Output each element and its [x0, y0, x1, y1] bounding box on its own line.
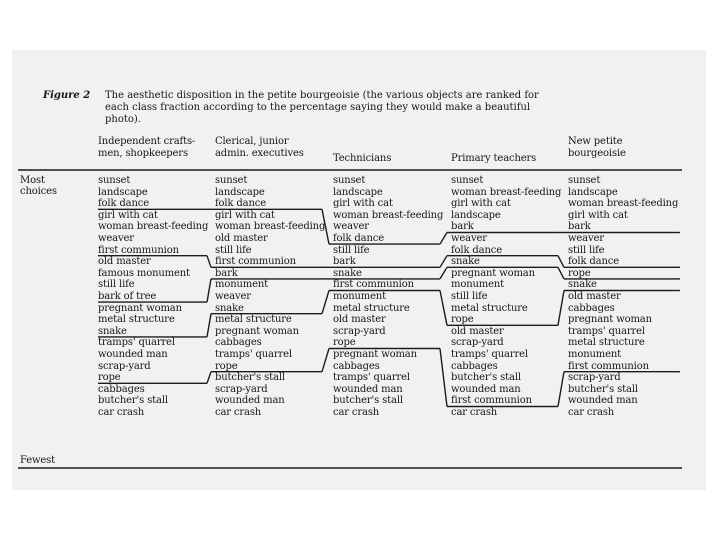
ranked-item: woman breast-feeding — [568, 198, 679, 210]
ranked-item: tramps' quarrel — [451, 349, 528, 360]
ranked-item: monument — [333, 291, 387, 302]
ranked-item: still life — [568, 244, 605, 256]
boundary-connector — [207, 372, 211, 384]
column-header: Technicians — [333, 153, 392, 164]
ranked-item: cabbages — [98, 383, 145, 395]
ranked-item: rope — [568, 267, 591, 279]
boundary-connector — [207, 314, 211, 337]
ranked-item: car crash — [451, 407, 498, 418]
ranked-item: old master — [568, 291, 621, 302]
ranked-item: girl with cat — [215, 209, 275, 221]
ranked-item: folk dance — [568, 256, 619, 268]
ranked-item: landscape — [98, 186, 148, 198]
ranked-item: girl with cat — [451, 198, 511, 210]
ranked-item: butcher's stall — [215, 372, 285, 384]
row-label-most: Most — [20, 175, 45, 186]
ranked-item: first communion — [98, 244, 179, 256]
ranked-item: cabbages — [215, 337, 262, 349]
ranked-item: rope — [333, 337, 356, 349]
boundary-connector — [440, 233, 447, 245]
ranked-item: monument — [451, 279, 505, 291]
ranked-item: pregnant woman — [451, 267, 535, 279]
ranked-item: wounded man — [568, 395, 638, 407]
ranked-item: monument — [215, 279, 269, 291]
ranked-item: sunset — [451, 175, 484, 186]
ranked-item: tramps' quarrel — [333, 372, 410, 384]
ranked-item: sunset — [568, 175, 601, 186]
ranked-item: first communion — [568, 360, 649, 372]
ranked-item: folk dance — [451, 244, 502, 256]
ranked-item: bark of tree — [98, 291, 157, 302]
row-label-fewest: Fewest — [20, 455, 56, 466]
ranked-item: wounded man — [215, 395, 285, 407]
column-header: New petite — [568, 136, 623, 147]
ranked-item: girl with cat — [568, 209, 628, 221]
ranked-item: metal structure — [333, 302, 410, 314]
figure-caption-line-1: The aesthetic disposition in the petite bourgeoisie (the various objects are ranked for — [105, 90, 539, 101]
ranked-item: car crash — [568, 407, 615, 418]
margin-text — [700, 377, 710, 380]
boundary-connector — [440, 291, 447, 326]
ranked-item: woman breast-feeding — [98, 221, 209, 233]
ranked-item: landscape — [568, 186, 618, 198]
ranked-item: snake — [333, 267, 362, 279]
boundary-connector — [558, 256, 564, 268]
ranked-item: rope — [451, 314, 474, 326]
ranked-item: metal structure — [451, 302, 528, 314]
ranked-item: rope — [98, 372, 121, 384]
ranked-item: woman breast-feeding — [333, 209, 444, 221]
ranked-item: still life — [215, 244, 252, 256]
ranked-item: bark — [333, 256, 356, 268]
ranked-item: sunset — [98, 175, 131, 186]
boundary-connector — [440, 256, 447, 268]
ranked-item: metal structure — [98, 314, 175, 326]
ranked-item: metal structure — [215, 314, 292, 326]
ranked-item: folk dance — [98, 198, 149, 210]
ranked-item: girl with cat — [98, 209, 158, 221]
ranked-item: pregnant woman — [568, 314, 652, 326]
ranked-item: monument — [568, 349, 622, 360]
ranked-item: famous monument — [98, 267, 190, 279]
ranked-item: old master — [333, 314, 386, 326]
column-header: Clerical, junior — [215, 136, 289, 147]
figure-caption-line-3: photo). — [105, 114, 141, 125]
ranked-item: still life — [98, 279, 135, 291]
ranked-item: wounded man — [98, 349, 168, 360]
boundary-connector — [322, 291, 329, 314]
ranked-item: old master — [215, 233, 268, 244]
boundary-connector — [558, 372, 564, 407]
ranked-item: weaver — [215, 291, 251, 302]
column-header: Independent crafts- — [98, 136, 196, 147]
ranked-item: car crash — [98, 407, 145, 418]
boundary-connector — [558, 267, 564, 279]
ranked-item: tramps' quarrel — [98, 337, 175, 349]
ranked-item: landscape — [215, 186, 265, 198]
ranked-item: scrap-yard — [98, 360, 151, 372]
ranked-item: first communion — [333, 279, 414, 291]
ranked-item: still life — [333, 244, 370, 256]
ranked-item: car crash — [333, 407, 380, 418]
boundary-connector — [440, 267, 447, 279]
ranked-item: tramps' quarrel — [215, 349, 292, 360]
ranked-item: first communion — [215, 256, 296, 268]
ranked-item: folk dance — [333, 233, 384, 244]
ranked-item: scrap-yard — [451, 337, 504, 349]
ranked-item: first communion — [451, 395, 532, 407]
ranked-item: sunset — [215, 175, 248, 186]
column-header: men, shopkeepers — [98, 148, 188, 159]
boundary-connector — [322, 349, 329, 372]
row-label-choices: choices — [20, 186, 57, 197]
ranked-item: woman breast-feeding — [451, 186, 562, 198]
ranked-item: butcher's stall — [98, 395, 168, 407]
ranked-item: tramps' quarrel — [568, 325, 645, 337]
column-header: bourgeoisie — [568, 148, 626, 159]
ranked-item: cabbages — [333, 360, 380, 372]
ranked-item: scrap-yard — [333, 325, 386, 337]
ranked-item: girl with cat — [333, 198, 393, 210]
ranked-item: snake — [98, 325, 127, 337]
ranked-item: pregnant woman — [215, 325, 299, 337]
ranked-item: butcher's stall — [451, 372, 521, 384]
ranked-item: cabbages — [451, 360, 498, 372]
ranked-item: weaver — [451, 233, 487, 244]
boundary-connector — [440, 349, 447, 407]
ranked-item: woman breast-feeding — [215, 221, 326, 233]
ranked-item: car crash — [215, 407, 262, 418]
column-header: admin. executives — [215, 148, 304, 159]
ranked-item: snake — [215, 302, 244, 314]
figure-caption-line-2: each class fraction according to the percentage saying they would make a beautiful — [105, 102, 531, 113]
ranked-item: snake — [568, 279, 597, 291]
ranked-item: old master — [451, 325, 504, 337]
ranked-item: weaver — [98, 233, 134, 244]
ranked-item: bark — [215, 267, 238, 279]
ranked-item: wounded man — [333, 383, 403, 395]
ranked-item: snake — [451, 256, 480, 268]
boundary-connector — [207, 279, 211, 302]
column-header: Primary teachers — [451, 153, 537, 164]
ranked-item: bark — [451, 221, 474, 233]
ranked-item: weaver — [333, 221, 369, 233]
ranked-item: sunset — [333, 175, 366, 186]
ranked-item: cabbages — [568, 302, 615, 314]
boundary-connector — [558, 291, 564, 326]
ranked-item: landscape — [451, 209, 501, 221]
ranked-item: landscape — [333, 186, 383, 198]
ranked-item: metal structure — [568, 337, 645, 349]
ranked-item: weaver — [568, 233, 604, 244]
ranked-item: old master — [98, 256, 151, 268]
ranked-item: butcher's stall — [568, 383, 638, 395]
boundary-connector — [207, 256, 211, 268]
ranked-item: scrap-yard — [215, 383, 268, 395]
ranked-item: wounded man — [451, 383, 521, 395]
ranked-item: scrap-yard — [568, 372, 621, 384]
figure-label: Figure 2 — [43, 90, 91, 101]
ranked-item: folk dance — [215, 198, 266, 210]
ranked-item: pregnant woman — [98, 302, 182, 314]
ranked-item: pregnant woman — [333, 349, 417, 360]
ranked-item: butcher's stall — [333, 395, 403, 407]
ranked-item: rope — [215, 360, 238, 372]
ranked-item: still life — [451, 291, 488, 302]
ranked-item: bark — [568, 221, 591, 233]
